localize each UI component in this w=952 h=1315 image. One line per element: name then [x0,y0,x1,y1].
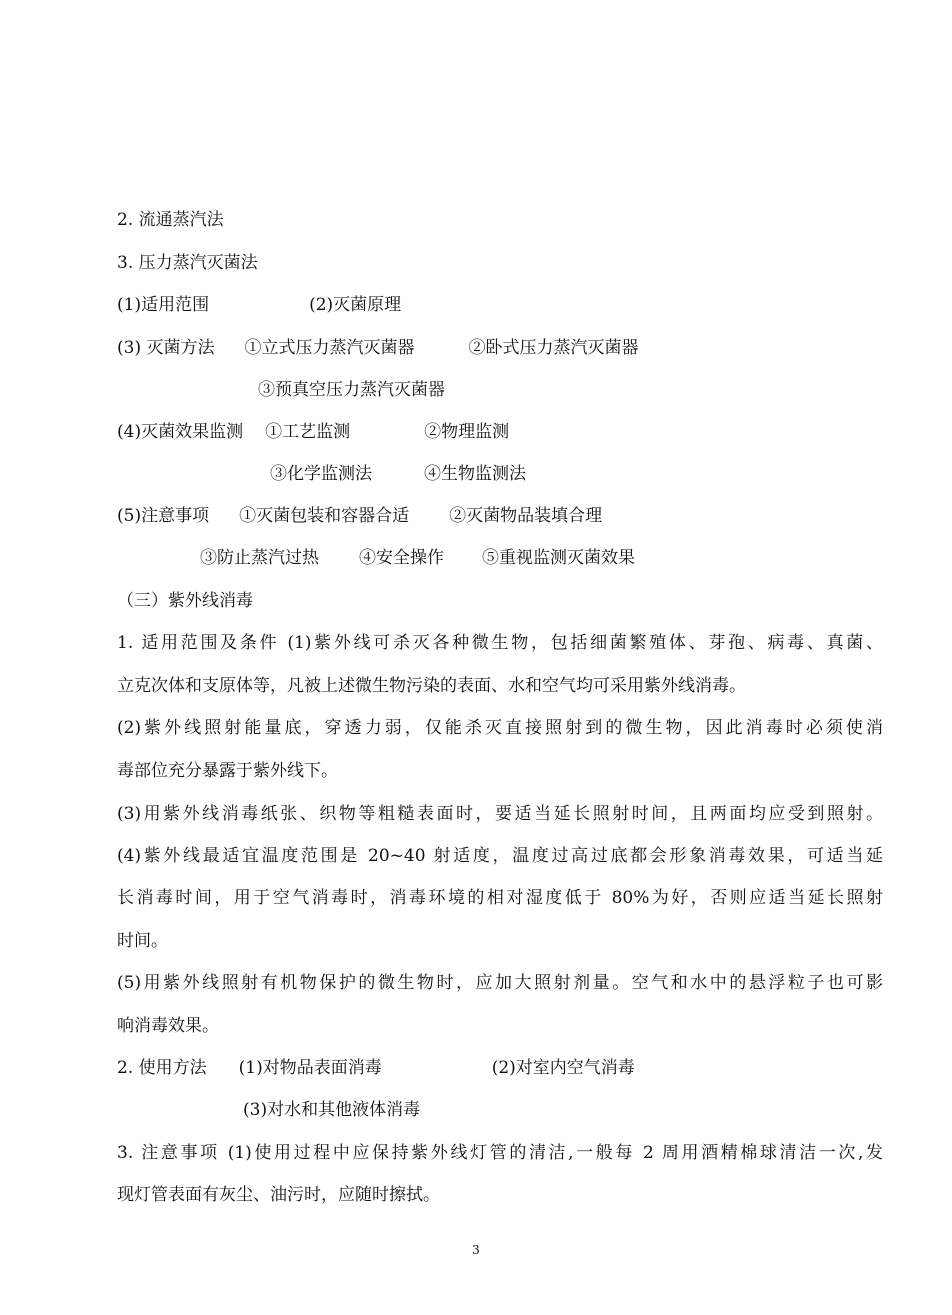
paragraph-line: 现灯管表面有灰尘、油污时，应随时擦拭。 [117,1185,440,1205]
paragraph-line: 响消毒效果。 [117,1016,219,1036]
line-usage-methods: 2. 使用方法 (1)对物品表面消毒 (2)对室内空气消毒 [117,1058,635,1078]
paragraph-line: (5)用紫外线照射有机物保护的微生物时，应加大照射剂量。空气和水中的悬浮粒子也可影 [117,973,883,993]
page-number: 3 [472,1243,480,1257]
paragraph-line: 长消毒时间，用于空气消毒时，消毒环境的相对湿度低于 80%为好，否则应适当延长照射 [117,888,883,908]
paragraph-line: 立克次体和支原体等，凡被上述微生物污染的表面、水和空气均可采用紫外线消毒。 [117,676,746,696]
line-precautions-2: ③防止蒸汽过热 ④安全操作 ⑤重视监测灭菌效果 [200,548,635,568]
heading-steam-flow: 2. 流通蒸汽法 [117,210,224,230]
paragraph-line: 时间。 [117,931,168,951]
heading-pressure-steam: 3. 压力蒸汽灭菌法 [117,253,258,273]
line-scope-principle: (1)适用范围 (2)灭菌原理 [117,295,402,315]
line-monitoring: (4)灭菌效果监测 ①工艺监测 ②物理监测 [117,422,510,442]
line-usage-methods-2: (3)对水和其他液体消毒 [243,1100,421,1120]
paragraph-line: (4)紫外线最适宜温度范围是 20~40 射适度，温度过高过底都会形象消毒效果，可适当延 [117,846,883,866]
paragraph-line: 1. 适用范围及条件 (1)紫外线可杀灭各种微生物，包括细菌繁殖体、芽孢、病毒、真菌、 [117,633,883,653]
line-monitoring-2: ③化学监测法 ④生物监测法 [270,464,526,484]
paragraph-line: (3)用紫外线消毒纸张、织物等粗糙表面时，要适当延长照射时间，且两面均应受到照射。 [117,804,883,824]
paragraph-line: 毒部位充分暴露于紫外线下。 [117,761,338,781]
paragraph-line: (2)紫外线照射能量底，穿透力弱，仅能杀灭直接照射到的微生物，因此消毒时必须使消 [117,718,883,738]
line-precautions: (5)注意事项 ①灭菌包装和容器合适 ②灭菌物品装填合理 [117,506,603,526]
line-sterilize-methods: (3) 灭菌方法 ①立式压力蒸汽灭菌器 ②卧式压力蒸汽灭菌器 [117,338,639,358]
line-prevacuum: ③预真空压力蒸汽灭菌器 [258,380,445,400]
heading-uv-disinfection: （三）紫外线消毒 [117,591,253,611]
paragraph-line: 3. 注意事项 (1)使用过程中应保持紫外线灯管的清洁,一般每 2 周用酒精棉球清洁一次,发 [117,1143,883,1163]
